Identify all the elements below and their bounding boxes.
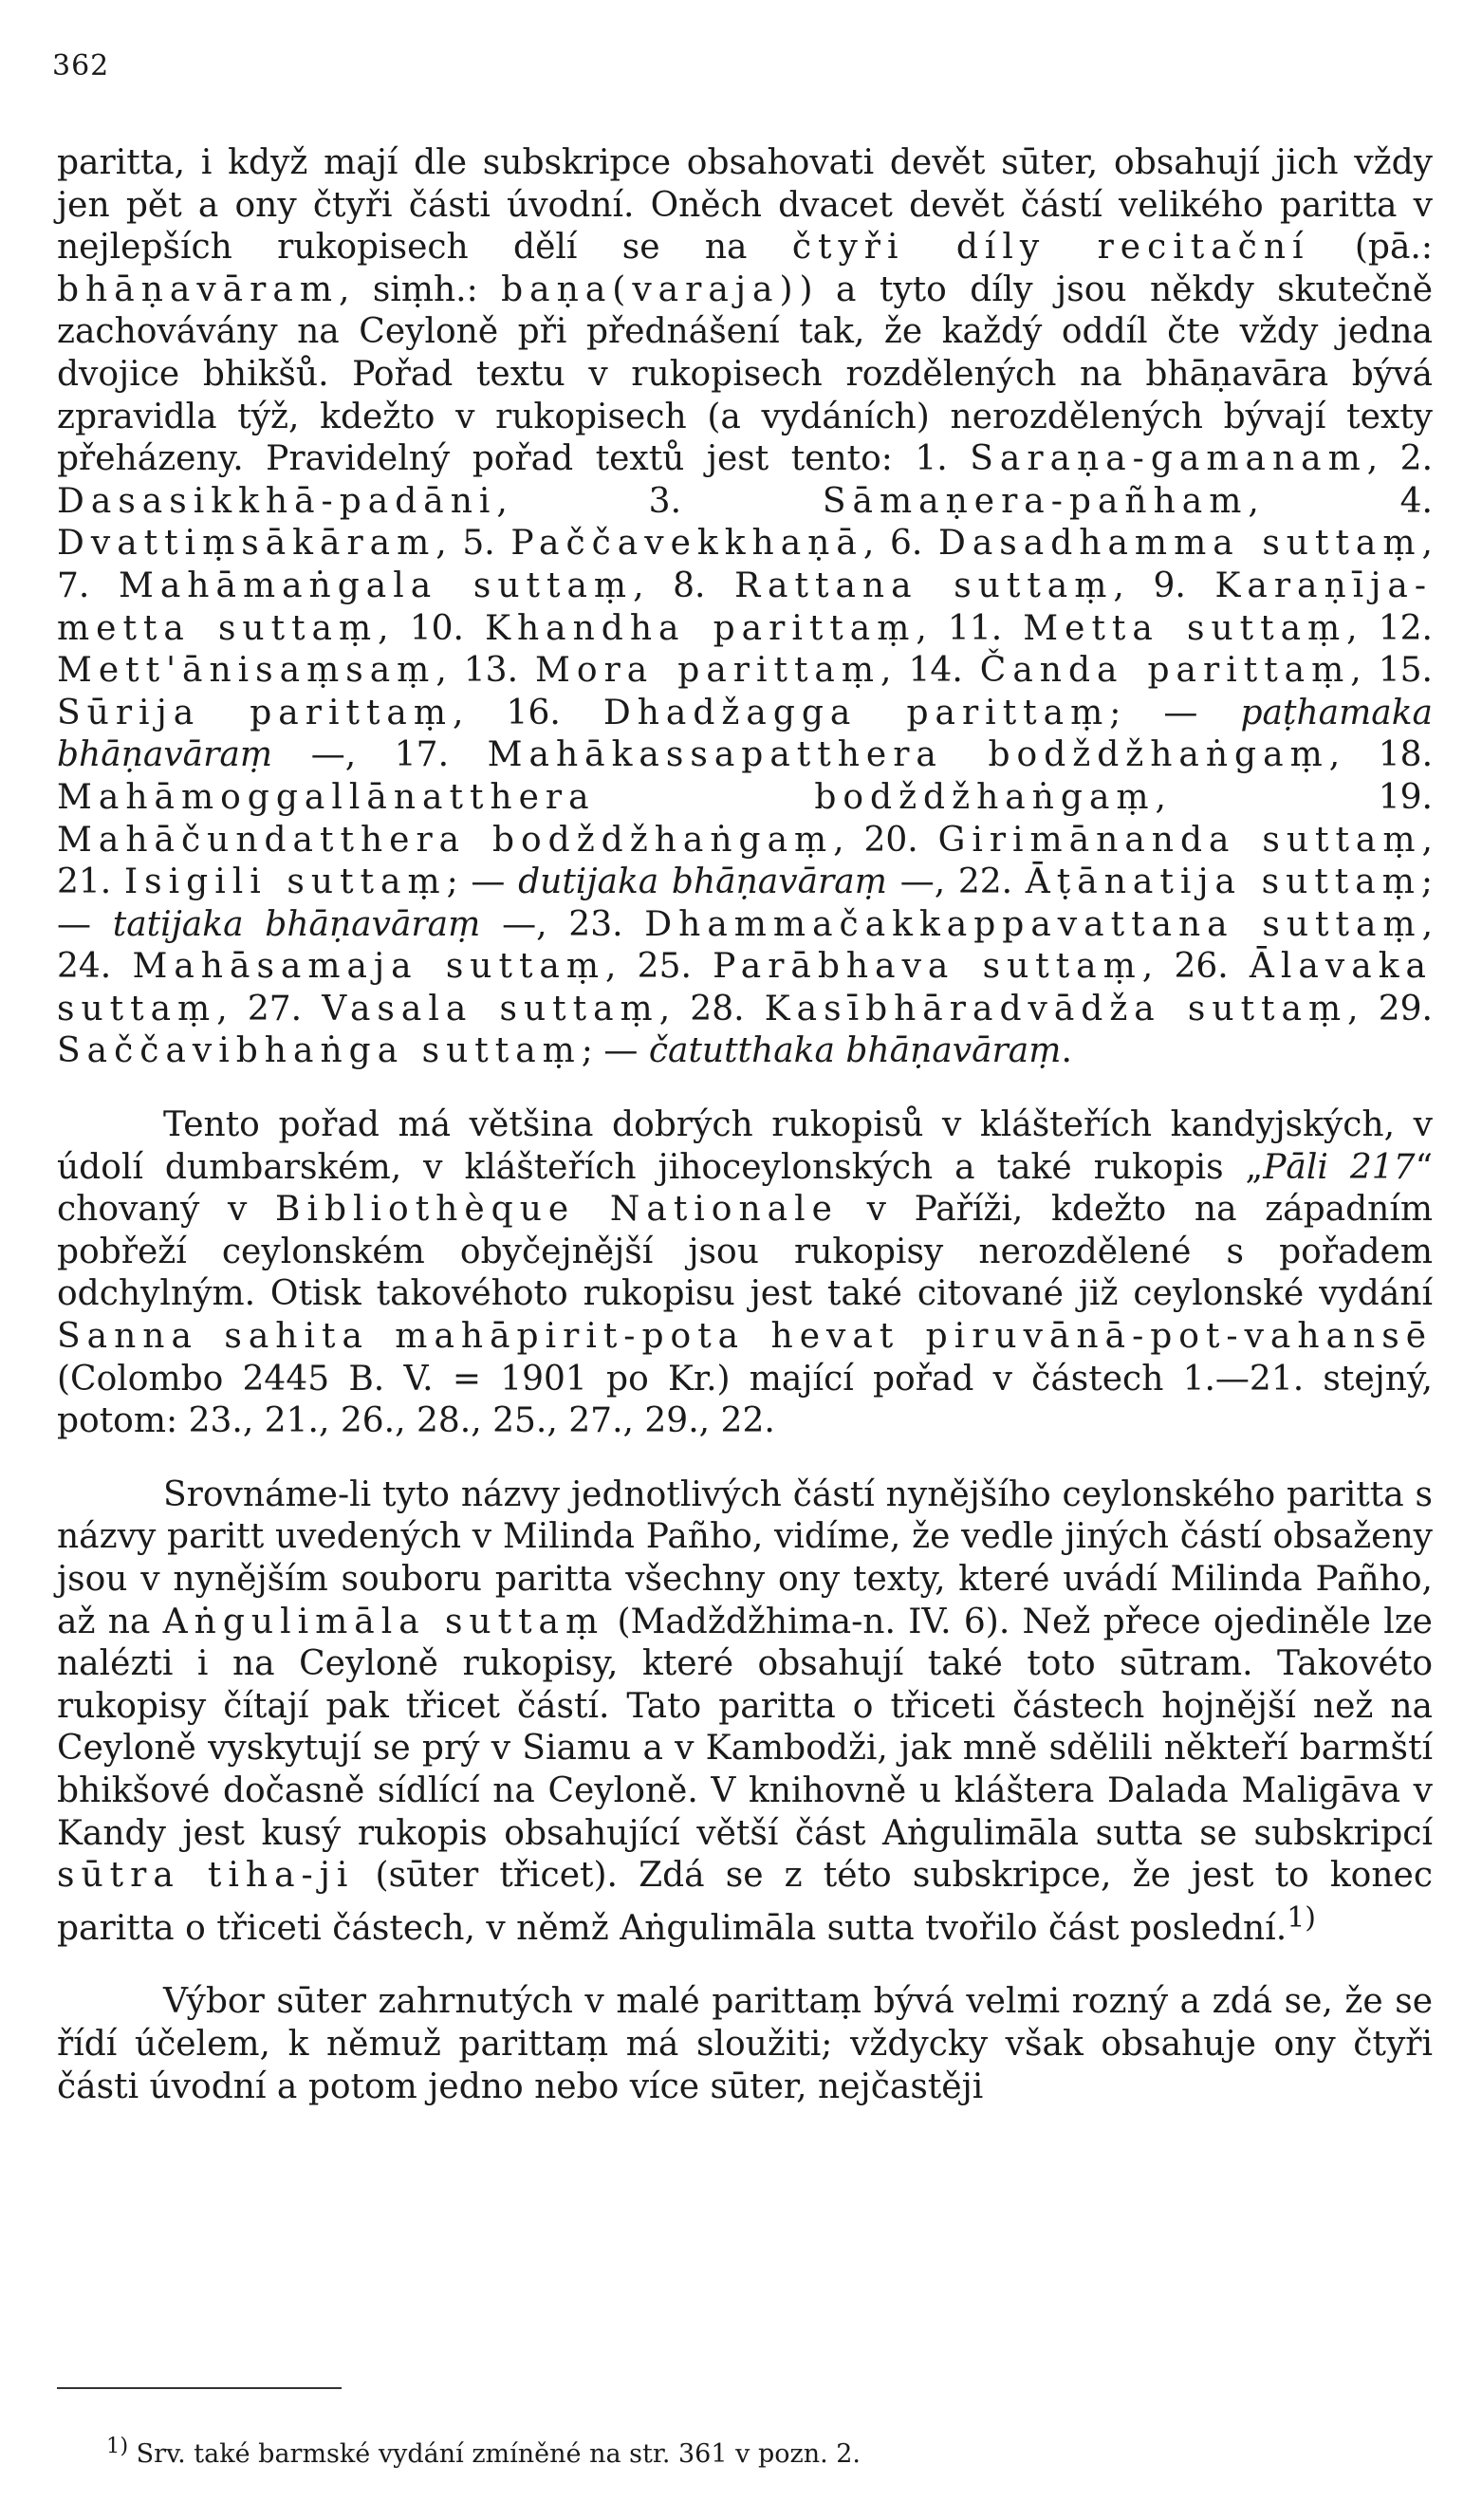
text-run: (sūter třicet). Zdá se z této subskripce, že jest to konec paritta o třiceti částech, v němž Aṅgulimāla sutta tvořilo část poslední. (57, 1856, 1433, 1948)
text-run: , 5. (435, 524, 511, 564)
paragraph-milinda-comparison (57, 1474, 1433, 1951)
footnote-text: Srv. také barmské vydání zmíněné na str. 361 v pozn. 2. (128, 2439, 861, 2469)
spaced-term: Rattana suttaṃ (734, 565, 1114, 605)
spaced-term: Sāmaṇera-pañham (822, 481, 1249, 521)
footnote-reference: 1) (1287, 1900, 1316, 1935)
spaced-term: Khandha parittaṃ (485, 608, 917, 648)
text-run: —, 22. (887, 862, 1026, 902)
spaced-term: Dhadžagga parittaṃ (602, 693, 1110, 732)
italic-term: tatijaka bhāṇavāraṃ (112, 904, 481, 944)
text-run: , 3. (496, 481, 823, 521)
spaced-term: Vasala suttaṃ (322, 989, 659, 1028)
text-run: (Madždžhima-n. IV. 6). Než přece ojediněle lze nalézti i na Ceyloně rukopisy, které obsahují také toto sūtram. Takovéto rukopisy čítají pak třicet částí. Tato paritta o třiceti částech hojnější než na Ceyloně vyskytují se prý v Siamu a v Kambodži, jak mně sdělili někteří barmští bhikšové dočasně sídlící na Ceyloně. V knihovně u kláštera Dalada Maligāva v Kandy jest kusý rukopis obsahující větší část Aṅgulimāla sutta se subskripcí (57, 1602, 1433, 1853)
text-run: “ chovaný v (57, 1147, 1433, 1230)
spaced-term: Mahākassapatthera bodždžhaṅgaṃ (487, 735, 1329, 775)
text-run: , 15. (1350, 651, 1433, 691)
footnote-divider (57, 2387, 342, 2389)
spaced-term: Mahāmoggallānatthera bodždžhaṅgaṃ (57, 777, 1156, 817)
footnote-marker: 1) (106, 2434, 129, 2458)
text-run: , 4. (1248, 481, 1433, 521)
spaced-term: Dasadhamma suttaṃ (937, 524, 1422, 564)
spaced-term: Parābhava suttaṃ (713, 947, 1142, 987)
text-run: , 10. (378, 608, 486, 648)
text-run: (Colombo 2445 B. V. = 1901 po Kr.) mající pořad v částech 1.—21. stejný, potom: 23., 21., 26., 28., 25., 27., 29., 22. (57, 1359, 1433, 1441)
text-run: , 24. (57, 904, 1434, 987)
text-run: ; — (446, 862, 519, 902)
spaced-term: Mahāčundatthera bodždžhaṅgaṃ (57, 820, 834, 860)
text-run: , 11. (916, 608, 1024, 648)
spaced-term: Metta suttaṃ (1023, 608, 1347, 648)
text-run: Srovnáme-li tyto názvy jednotlivých částí nynějšího ceylonského paritta s názvy paritt uvedených v Milinda Pañho, vidíme, že vedle jiných částí obsaženy jsou v nynějším souboru paritta všechny ony texty, které uvádí Milinda Pañho, až na (57, 1474, 1433, 1641)
spaced-term: Dhammačakkappavattana suttaṃ (644, 904, 1422, 944)
text-run: , 19. (1155, 777, 1433, 817)
spaced-term: Mahāsamaja suttaṃ (132, 947, 606, 987)
text-run: , 12. (1346, 608, 1433, 648)
italic-term: dutijaka bhāṇavāraṃ (518, 862, 888, 902)
paragraph-small-paritta (57, 1981, 1433, 2108)
spaced-term: Āṭānatija suttaṃ (1025, 862, 1421, 902)
spaced-term: Sanna sahita mahāpirit-pota hevat piruvānā-pot-vahansē (57, 1317, 1433, 1357)
paragraph-manuscript-order (57, 1104, 1433, 1443)
text-run: , 16. (453, 693, 603, 732)
text-run: ; — (581, 1031, 649, 1071)
text-run: (pā.: (1309, 228, 1433, 268)
text-run: , 20. (833, 820, 938, 860)
text-run: Výbor sūter zahrnutých v malé parittaṃ bývá velmi rozný a zdá se, že se řídí účelem, k němuž parittaṃ má sloužiti; vždycky však obsahuje ony čtyři části úvodní a potom jedno nebo více sūter, nejčastěji (57, 1982, 1433, 2106)
spaced-term: Kasībhāradvādža suttaṃ (764, 989, 1348, 1028)
text-run: , 6. (862, 524, 938, 564)
spaced-term: Girimānanda suttaṃ (937, 820, 1422, 860)
text-run: —, 23. (480, 904, 645, 944)
text-run: , 26. (1141, 947, 1250, 987)
spaced-term: bhāṇavāram (57, 269, 339, 309)
text-run: , 28. (658, 989, 765, 1028)
text-run: , 21. (57, 820, 1433, 902)
spaced-term: čtyři díly recitační (791, 228, 1310, 268)
spaced-term: Saraṇa-gamanam (970, 439, 1367, 479)
text-run: , 25. (605, 947, 713, 987)
text-run: , 9. (1113, 565, 1215, 605)
paragraph-paritta-order (57, 142, 1433, 1073)
text-run: , siṃh.: (338, 269, 502, 309)
text-run: , 8. (633, 565, 735, 605)
spaced-term: Ālavaka suttaṃ (57, 947, 1433, 1028)
text-run: . (1061, 1031, 1072, 1071)
text-run: , 7. (57, 524, 1433, 605)
spaced-term: sūtra tiha-ji (57, 1856, 355, 1896)
spaced-term: Paččavekkhaṇā (510, 524, 863, 564)
italic-term: Pāli 217 (1263, 1147, 1416, 1187)
italic-term: paṭhamaka bhāṇavāraṃ (57, 693, 1433, 775)
footnote (106, 2431, 861, 2470)
spaced-term: Čanda parittaṃ (979, 651, 1351, 691)
spaced-term: Bibliothèque Nationale (275, 1190, 839, 1230)
spaced-term: Aṅgulimāla suttaṃ (162, 1602, 605, 1641)
spaced-term: Saččavibhaṅga suttaṃ (57, 1031, 582, 1071)
spaced-term: Dvattiṃsākāram (57, 524, 436, 564)
body-text (57, 142, 1433, 2108)
text-run: , 27. (216, 989, 323, 1028)
text-run: —, 17. (272, 735, 488, 775)
text-run: , 14. (880, 651, 980, 691)
text-run: ; — (1109, 693, 1241, 732)
text-run: , 18. (1328, 735, 1434, 775)
spaced-term: Isigili suttaṃ (123, 862, 447, 902)
text-run: ) a tyto díly jsou někdy skutečně zachovávány na Ceyloně při přednášení tak, že každý oddíl čte vždy jedna dvojice bhikšů. Pořad textu v rukopisech rozdělených na bhāṇavāra bývá zpravidla týž, kdežto v rukopisech (a vydáních) nerozdělených bývají texty přeházeny. Pravidelný pořad textů jest tento: 1. (57, 269, 1433, 479)
spaced-term: baṇa(varaja) (501, 269, 800, 309)
text-run: paritta, i když mají dle subskripce obsahovati devět sūter, obsahují jich vždy jen pět a ony čtyři části úvodní. Oněch dvacet devět částí velikého paritta v nejlepších rukopisech dělí se na (57, 143, 1433, 268)
spaced-term: Mahāmaṅgala suttaṃ (118, 565, 634, 605)
text-run: Tento pořad má většina dobrých rukopisů v klášteřích kandyjských, v údolí dumbarském, v klášteřích jihoceylonských a také rukopis „ (57, 1105, 1433, 1187)
text-run: ; — (57, 862, 1433, 944)
page-number: 362 (52, 49, 110, 83)
text-run: , 2. (1366, 439, 1434, 479)
spaced-term: Sūrija parittaṃ (57, 693, 454, 732)
text-run: , 13. (435, 651, 536, 691)
text-run: , 29. (1347, 989, 1434, 1028)
italic-term: čatutthaka bhāṇavāraṃ (648, 1031, 1062, 1071)
text-run: v Paříži, kdežto na západním pobřeží ceylonském obyčejnější jsou rukopisy nerozdělené s pořadem odchylným. Otisk takovéhoto rukopisu jest také citované již ceylonské vydání (57, 1190, 1434, 1314)
spaced-term: Dasasikkhā-padāni (57, 481, 497, 521)
spaced-term: Mett'ānisaṃsaṃ (57, 651, 436, 691)
spaced-term: Karaṇīja-metta suttaṃ (57, 565, 1433, 648)
spaced-term: Mora parittaṃ (535, 651, 881, 691)
